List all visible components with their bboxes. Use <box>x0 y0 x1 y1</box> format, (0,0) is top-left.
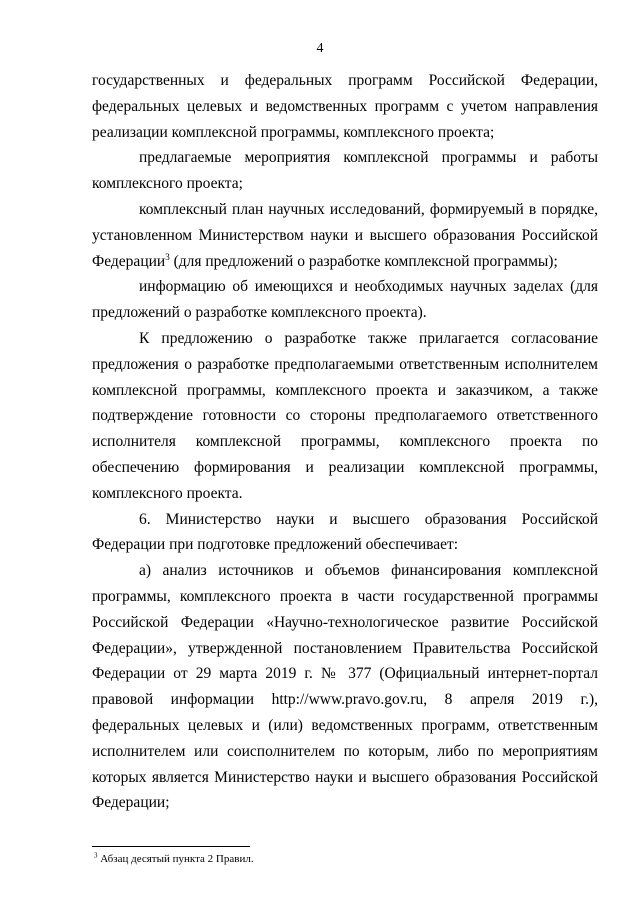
paragraph-3 <box>92 197 598 274</box>
paragraph-3-text: комплексный план научных исследований, формируемый в порядке, установленном Министерством науки и высшего образования Российской Федерации <box>92 200 598 270</box>
footnote-divider <box>92 846 250 847</box>
document-body <box>92 68 598 816</box>
paragraph-7: а) анализ источников и объемов финансирования комплексной программы, комплексного проекта в части государственной программы Российской Федерации «Научно-технологическое развитие Российской Федерации», утвержденной постановлением Правительства Российской Федерации от 29 марта 2019 г. № 377 (Официальный интернет-портал правовой информации http://www.pravo.gov.ru, 8 апреля 2019 г.), федеральных целевых и (или) ведомственных программ, ответственным исполнителем или соисполнителем по которым, либо по мероприятиям которых является Министерство науки и высшего образования Российской Федерации; <box>92 562 598 812</box>
footnote-text: Абзац десятый пункта 2 Правил. <box>97 853 254 865</box>
paragraph-5: К предложению о разработке также прилагается согласование предложения о разработке предполагаемыми ответственным исполнителем комплексной программы, комплексного проекта и заказчиком, а также подтверждение готовности со стороны предполагаемого ответственного исполнителя комплексной программы, комплексного проекта по обеспечению формирования и реализации комплексной программы, комплексного проекта. <box>92 329 598 502</box>
page-number: 4 <box>316 41 324 56</box>
paragraph-4: информацию об имеющихся и необходимых научных заделах (для предложений о разработке комплексного проекта). <box>92 278 598 322</box>
paragraph-1: государственных и федеральных программ Российской Федерации, федеральных целевых и ведомственных программ с учетом направления реализации комплексной программы, комплексного проекта; <box>92 72 598 141</box>
footnote-reference: 3 <box>165 251 170 262</box>
paragraph-3-text-end: (для предложений о разработке комплексной программы); <box>169 252 558 270</box>
paragraph-6: 6. Министерство науки и высшего образования Российской Федерации при подготовке предложений обеспечивает: <box>92 510 598 554</box>
footnote <box>94 852 254 866</box>
footnote-marker: 3 <box>94 851 98 860</box>
paragraph-2: предлагаемые мероприятия комплексной программы и работы комплексного проекта; <box>92 149 598 193</box>
